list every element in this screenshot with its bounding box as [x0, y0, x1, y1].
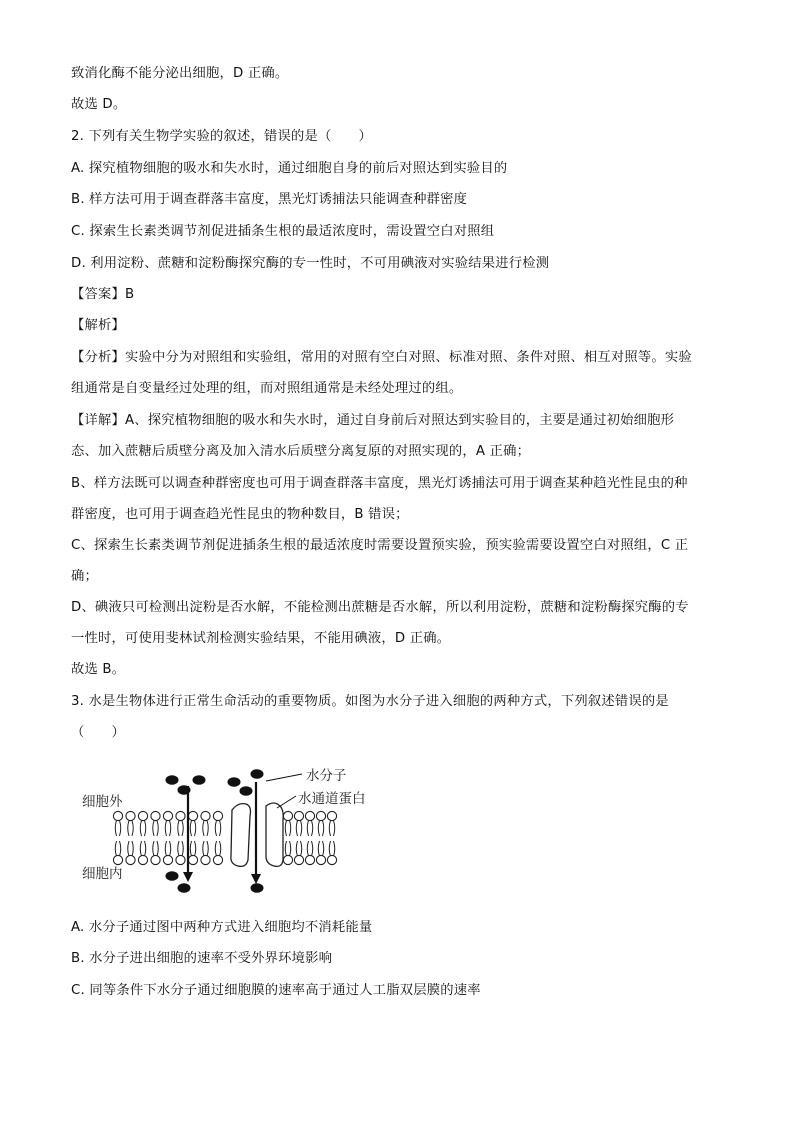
lipid-head [305, 855, 314, 864]
water-molecule [251, 769, 264, 779]
detail-line: C、探索生长素类调节剂促进插条生根的最适浓度时需要设置预实验，预实验需要设置空白对照组，C 正 [71, 538, 689, 553]
question-2-option-d: D. 利用淀粉、蔗糖和淀粉酶探究酶的专一性时，不可用碘液对实验结果进行检测 [71, 256, 550, 271]
lipid-head [316, 855, 325, 864]
lipid-tail [190, 841, 196, 856]
question-2-option-c: C. 探索生长素类调节剂促进插条生根的最适浓度时，需设置空白对照组 [71, 224, 495, 239]
lipid-tail [215, 841, 221, 856]
lipid-tail [285, 821, 291, 837]
lipid-head [163, 811, 172, 820]
lipid-head [283, 811, 292, 820]
lipid-tail [115, 841, 121, 856]
lipid-head [151, 855, 160, 864]
lipid-tail [178, 821, 184, 837]
text-line: 致消化酶不能分泌出细胞，D 正确。 [71, 66, 289, 81]
question-2-option-a: A. 探究植物细胞的吸水和失水时，通过细胞自身的前后对照达到实验目的 [71, 161, 508, 176]
lipid-head [283, 855, 292, 864]
question-3-option-c: C. 同等条件下水分子通过细胞膜的速率高于通过人工脂双层膜的速率 [71, 983, 481, 998]
explanation-label: 【解析】 [71, 318, 125, 333]
lipid-head [113, 811, 122, 820]
lipid-head [213, 855, 222, 864]
detail-line: 态、加入蔗糖后质壁分离及加入清水后质壁分离复原的对照实现的，A 正确； [71, 444, 531, 459]
lipid-tail [140, 821, 146, 837]
lipid-tail [165, 841, 171, 856]
question-2-option-b: B. 样方法可用于调查群落丰富度，黑光灯诱捕法只能调查种群密度 [71, 192, 468, 207]
lipid-head [327, 811, 336, 820]
lipid-tail [329, 821, 335, 837]
lipid-head [113, 855, 122, 864]
lipid-tail [307, 821, 313, 837]
lipid-head [305, 811, 314, 820]
water-molecule [251, 883, 264, 893]
lipid-tail [296, 841, 302, 856]
leader-line-water [266, 774, 302, 781]
lipid-head [201, 855, 210, 864]
inside-label: 细胞内 [82, 866, 123, 882]
figure-shapes [166, 769, 303, 893]
outside-label: 细胞外 [82, 794, 123, 810]
analysis-line: 【分析】实验中分为对照组和实验组，常用的对照有空白对照、标准对照、条件对照、相互对照等。实验 [71, 350, 692, 365]
lipid-head [316, 811, 325, 820]
water-molecule [240, 786, 253, 796]
membrane-diagram [80, 760, 400, 900]
text-line: 故选 B。 [71, 662, 126, 677]
detail-line: 【详解】A、探究植物细胞的吸水和失水时，通过自身前后对照达到实验目的，主要是通过初始细胞形 [71, 413, 675, 428]
lipid-head [213, 811, 222, 820]
lipid-tail [329, 841, 335, 856]
lipid-tail [153, 821, 159, 837]
lipid-head [151, 811, 160, 820]
lipid-tail [140, 841, 146, 856]
lipid-tail [203, 821, 209, 837]
lipid-bilayer [113, 811, 336, 864]
lipid-tail [296, 821, 302, 837]
detail-line: 一性时，可使用斐林试剂检测实验结果，不能用碘液，D 正确。 [71, 631, 451, 646]
question-3-option-a: A. 水分子通过图中两种方式进入细胞均不消耗能量 [71, 920, 373, 935]
lipid-head [126, 811, 135, 820]
detail-line: B、样方法既可以调查种群密度也可用于调查群落丰富度，黑光灯诱捕法可用于调查某种趋光性昆虫的种 [71, 476, 688, 491]
lipid-tail [153, 841, 159, 856]
lipid-tail [165, 821, 171, 837]
lipid-tail [318, 841, 324, 856]
channel-label: 水通道蛋白 [298, 791, 366, 807]
lipid-head [126, 855, 135, 864]
lipid-tail [128, 841, 134, 856]
lipid-head [201, 811, 210, 820]
lipid-tail [203, 841, 209, 856]
water-molecule [166, 775, 179, 785]
lipid-head [327, 855, 336, 864]
water-molecule [178, 883, 191, 893]
leader-line-channel [277, 796, 296, 808]
question-3-stem: 3. 水是生物体进行正常生命活动的重要物质。如图为水分子进入细胞的两种方式，下列叙述错误的是 [71, 694, 669, 709]
text-line: 故选 D。 [71, 97, 127, 112]
lipid-tail [190, 821, 196, 837]
lipid-tail [318, 821, 324, 837]
question-2-stem: 2. 下列有关生物学实验的叙述，错误的是（ ） [71, 129, 372, 144]
arrow-head [251, 874, 261, 884]
lipid-tail [115, 821, 121, 837]
lipid-head [188, 811, 197, 820]
detail-line: D、碘液只可检测出淀粉是否水解，不能检测出蔗糖是否水解，所以利用淀粉，蔗糖和淀粉酶探究酶的专 [71, 600, 689, 615]
lipid-tail [215, 821, 221, 837]
lipid-head [163, 855, 172, 864]
water-molecule [193, 775, 206, 785]
lipid-tail [128, 821, 134, 837]
channel-protein-left [231, 804, 251, 867]
lipid-head [188, 855, 197, 864]
lipid-tail [285, 841, 291, 856]
lipid-tail [307, 841, 313, 856]
analysis-line: 组通常是自变量经过处理的组，而对照组通常是未经处理过的组。 [71, 381, 463, 396]
water-molecule [228, 777, 241, 787]
water-molecule [166, 871, 179, 881]
lipid-head [294, 855, 303, 864]
question-3-option-b: B. 水分子进出细胞的速率不受外界环境影响 [71, 951, 333, 966]
lipid-head [176, 855, 185, 864]
question-3-stem-paren: （ ） [71, 725, 125, 740]
lipid-head [294, 811, 303, 820]
lipid-head [138, 811, 147, 820]
detail-line: 群密度，也可用于调查趋光性昆虫的物种数目，B 错误； [71, 507, 409, 522]
water-label: 水分子 [306, 768, 347, 784]
lipid-head [138, 855, 147, 864]
channel-protein-right [266, 803, 283, 866]
membrane-water-figure [80, 760, 400, 900]
detail-line: 确； [71, 569, 98, 584]
lipid-head [176, 811, 185, 820]
answer-label: 【答案】B [71, 287, 135, 302]
arrow-head [183, 872, 193, 882]
lipid-tail [178, 841, 184, 856]
